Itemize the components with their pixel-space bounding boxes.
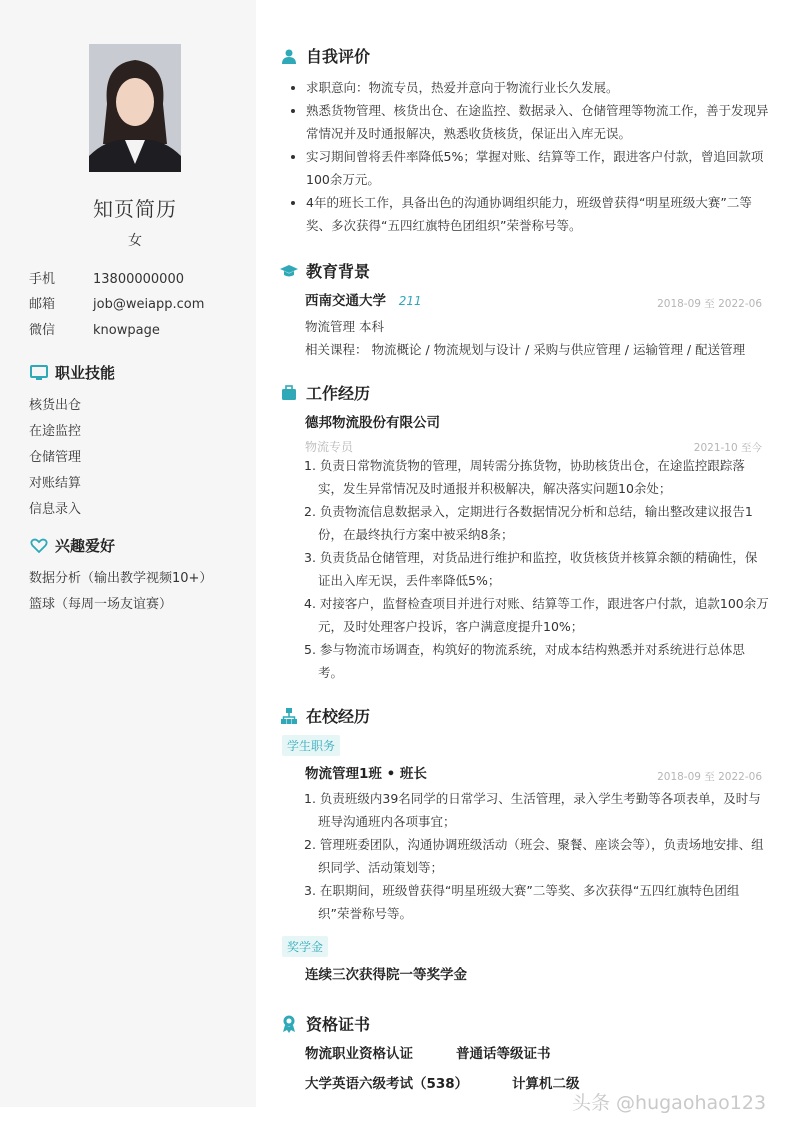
- certs-title: 资格证书: [306, 1015, 371, 1034]
- certs-heading: [280, 1012, 370, 1035]
- work-heading: [280, 381, 370, 404]
- list-item: • 4年的班长工作，具备出色的沟通协调组织能力，班级曾获得“明星班级大赛”二等奖、多次获得“五四红旗特色团组织”荣誉称号等。: [306, 191, 776, 237]
- contact-wechat: [29, 319, 160, 338]
- scholarship-text: 连续三次获得院一等奖学金: [305, 967, 467, 983]
- campus-heading: [280, 704, 370, 727]
- campus-date: 2018-09 至 2022-06: [657, 771, 762, 783]
- list-item: 3. 在职期间，班级曾获得“明星班级大赛”二等奖、多次获得“五四红旗特色团组织”荣誉称号等。: [304, 883, 740, 921]
- list-item: 1. 负责日常物流货物的管理，周转需分拣货物，协助核货出仓，在途监控跟踪落实，发生异常情况及时通报并积极解决，解决落实问题10余处；: [304, 458, 745, 496]
- award-ribbon-icon: [280, 1015, 298, 1033]
- org-chart-icon: [280, 707, 298, 725]
- list-item: • 熟悉货物管理、核货出仓、在途监控、数据录入、仓储管理等物流工作，善于发现异常情况并及时通报解决，熟悉收货核货，保证出入库无误。: [306, 99, 776, 145]
- cert-item: 物流职业资格认证: [305, 1046, 413, 1062]
- scholarship-tag: 奖学金: [282, 936, 328, 957]
- list-item: 2. 负责物流信息数据录入，定期进行各数据情况分析和总结，输出整改建议报告1份，在最终执行方案中被采纳8条；: [304, 504, 753, 542]
- education-date: 2018-09 至 2022-06: [657, 298, 762, 310]
- skill-item: 核货出仓: [29, 398, 82, 413]
- campus-title: 在校经历: [306, 707, 371, 726]
- skill-item: 在途监控: [29, 424, 82, 439]
- skills-title: 职业技能: [55, 364, 116, 382]
- education-major: 物流管理 本科: [305, 319, 384, 334]
- education-title: 教育背景: [306, 262, 371, 281]
- list-item: 2. 管理班委团队，沟通协调班级活动（班会、聚餐、座谈会等），负责场地安排、组织同学、活动策划等；: [304, 837, 764, 875]
- heart-icon: [29, 536, 49, 556]
- watermark: 头条 @hugaohao123: [572, 1092, 767, 1114]
- student-role-tag: 学生职务: [282, 735, 340, 756]
- contact-value: 13800000000: [93, 272, 184, 287]
- education-heading: [280, 259, 370, 282]
- self-eval-title: 自我评价: [306, 47, 371, 66]
- graduation-cap-icon: [280, 262, 298, 280]
- self-eval-list: [290, 76, 776, 237]
- contact-value: job@weiapp.com: [93, 297, 205, 312]
- work-list: [304, 454, 769, 684]
- contact-value: knowpage: [93, 323, 160, 338]
- profile-photo: [89, 44, 181, 172]
- contact-label: 微信: [29, 323, 56, 338]
- education-courses: 相关课程： 物流概论 / 物流规划与设计 / 采购与供应管理 / 运输管理 / 配送管理: [305, 342, 746, 357]
- self-eval-heading: [280, 44, 370, 67]
- list-item: 3. 负责货品仓储管理，对货品进行维护和监控，收货核货并核算余额的精确性，保证出入库无误，丢件率降低5%；: [304, 550, 758, 588]
- profile-name: 知页简历: [93, 197, 177, 221]
- monitor-icon: [29, 363, 49, 383]
- profile-gender: 女: [128, 233, 142, 249]
- skill-item: 仓储管理: [29, 450, 82, 465]
- briefcase-icon: [280, 384, 298, 402]
- skills-heading: [29, 362, 115, 383]
- hobbies-title: 兴趣爱好: [55, 537, 116, 555]
- campus-position: 物流管理1班 • 班长: [305, 766, 427, 782]
- campus-list: [304, 787, 769, 925]
- hobby-item: 篮球（每周一场友谊赛）: [29, 597, 173, 612]
- user-icon: [280, 47, 298, 65]
- school-name: [305, 290, 422, 313]
- cert-item: 大学英语六级考试（538）: [305, 1076, 469, 1092]
- sidebar: [0, 0, 256, 1107]
- school-text: 西南交通大学: [305, 293, 386, 309]
- work-title: 工作经历: [306, 384, 371, 403]
- contact-phone: [29, 268, 184, 287]
- contact-email: [29, 293, 204, 312]
- list-item: 5. 参与物流市场调查，构筑好的物流系统，对成本结构熟悉并对系统进行总体思考。: [304, 642, 745, 680]
- school-badge: 211: [398, 294, 422, 308]
- skill-item: 信息录入: [29, 502, 82, 517]
- contact-label: 邮箱: [29, 297, 56, 312]
- hobbies-heading: [29, 535, 115, 556]
- list-item: 4. 对接客户，监督检查项目并进行对账、结算等工作，跟进客户付款，追款100余万元，及时处理客户投诉，客户满意度提升10%；: [304, 596, 769, 634]
- list-item: • 实习期间曾将丢件率降低5%；掌握对账、结算等工作，跟进客户付款，曾追回款项100余万元。: [306, 145, 776, 191]
- cert-item: 普通话等级证书: [456, 1046, 551, 1062]
- work-role: 物流专员: [305, 440, 354, 454]
- skill-item: 对账结算: [29, 476, 82, 491]
- contact-label: 手机: [29, 272, 56, 287]
- list-item: • 求职意向：物流专员，热爱并意向于物流行业长久发展。: [306, 76, 776, 99]
- list-item: 1. 负责班级内39名同学的日常学习、生活管理，录入学生考勤等各项表单，及时与班导沟通班内各项事宜；: [304, 791, 761, 829]
- hobby-item: 数据分析（输出教学视频10+）: [29, 571, 213, 586]
- cert-item: 计算机二级: [512, 1076, 580, 1092]
- company-name: 德邦物流股份有限公司: [305, 415, 440, 431]
- work-date: 2021-10 至今: [693, 442, 762, 454]
